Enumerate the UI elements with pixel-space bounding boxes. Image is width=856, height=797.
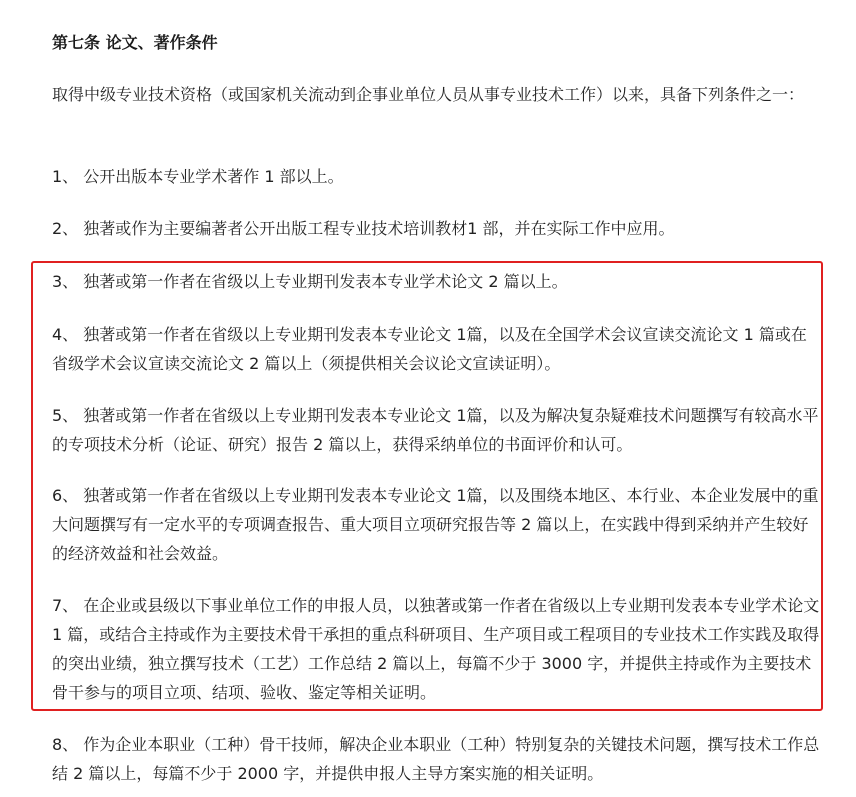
list-item: 5、 独著或第一作者在省级以上专业期刊发表本专业论文 1篇，以及为解决复杂疑难技术问题撰写有较高水平的专项技术分析（论证、研究）报告 2 篇以上，获得采纳单位的书面评价和认可。: [52, 406, 819, 454]
article-heading: 第七条 论文、著作条件: [52, 33, 218, 52]
highlight-box: [31, 261, 823, 711]
list-item: 3、 独著或第一作者在省级以上专业期刊发表本专业学术论文 2 篇以上。: [52, 272, 568, 291]
list-item: 4、 独著或第一作者在省级以上专业期刊发表本专业论文 1篇，以及在全国学术会议宣读交流论文 1 篇或在省级学术会议宣读交流论文 2 篇以上（须提供相关会议论文宣读证明）。: [52, 325, 807, 373]
list-item: 8、 作为企业本职业（工种）骨干技师，解决企业本职业（工种）特别复杂的关键技术问题，撰写技术工作总结 2 篇以上，每篇不少于 2000 字，并提供申报人主导方案实施的相关证明。: [52, 735, 820, 783]
list-item: 6、 独著或第一作者在省级以上专业期刊发表本专业论文 1篇，以及围绕本地区、本行业、本企业发展中的重大问题撰写有一定水平的专项调查报告、重大项目立项研究报告等 2 篇以上，在实践中得到采纳并产生较好的经济效益和社会效益。: [52, 486, 819, 563]
list-item: 1、 公开出版本专业学术著作 1 部以上。: [52, 167, 344, 186]
list-item: 7、 在企业或县级以下事业单位工作的申报人员，以独著或第一作者在省级以上专业期刊发表本专业学术论文 1 篇，或结合主持或作为主要技术骨干承担的重点科研项目、生产项目或工程项目的专业技术工作实践及取得的突出业绩，独立撰写技术（工艺）工作总结 2 篇以上，每篇不少于 3000 字，并提供主持或作为主要技术骨干参与的项目立项、结项、验收、鉴定等相关证明。: [52, 596, 820, 702]
list-item: 2、 独著或作为主要编著者公开出版工程专业技术培训教材1 部，并在实际工作中应用。: [52, 219, 675, 238]
intro-paragraph: 取得中级专业技术资格（或国家机关流动到企事业单位人员从事专业技术工作）以来，具备下列条件之一：: [52, 85, 805, 104]
